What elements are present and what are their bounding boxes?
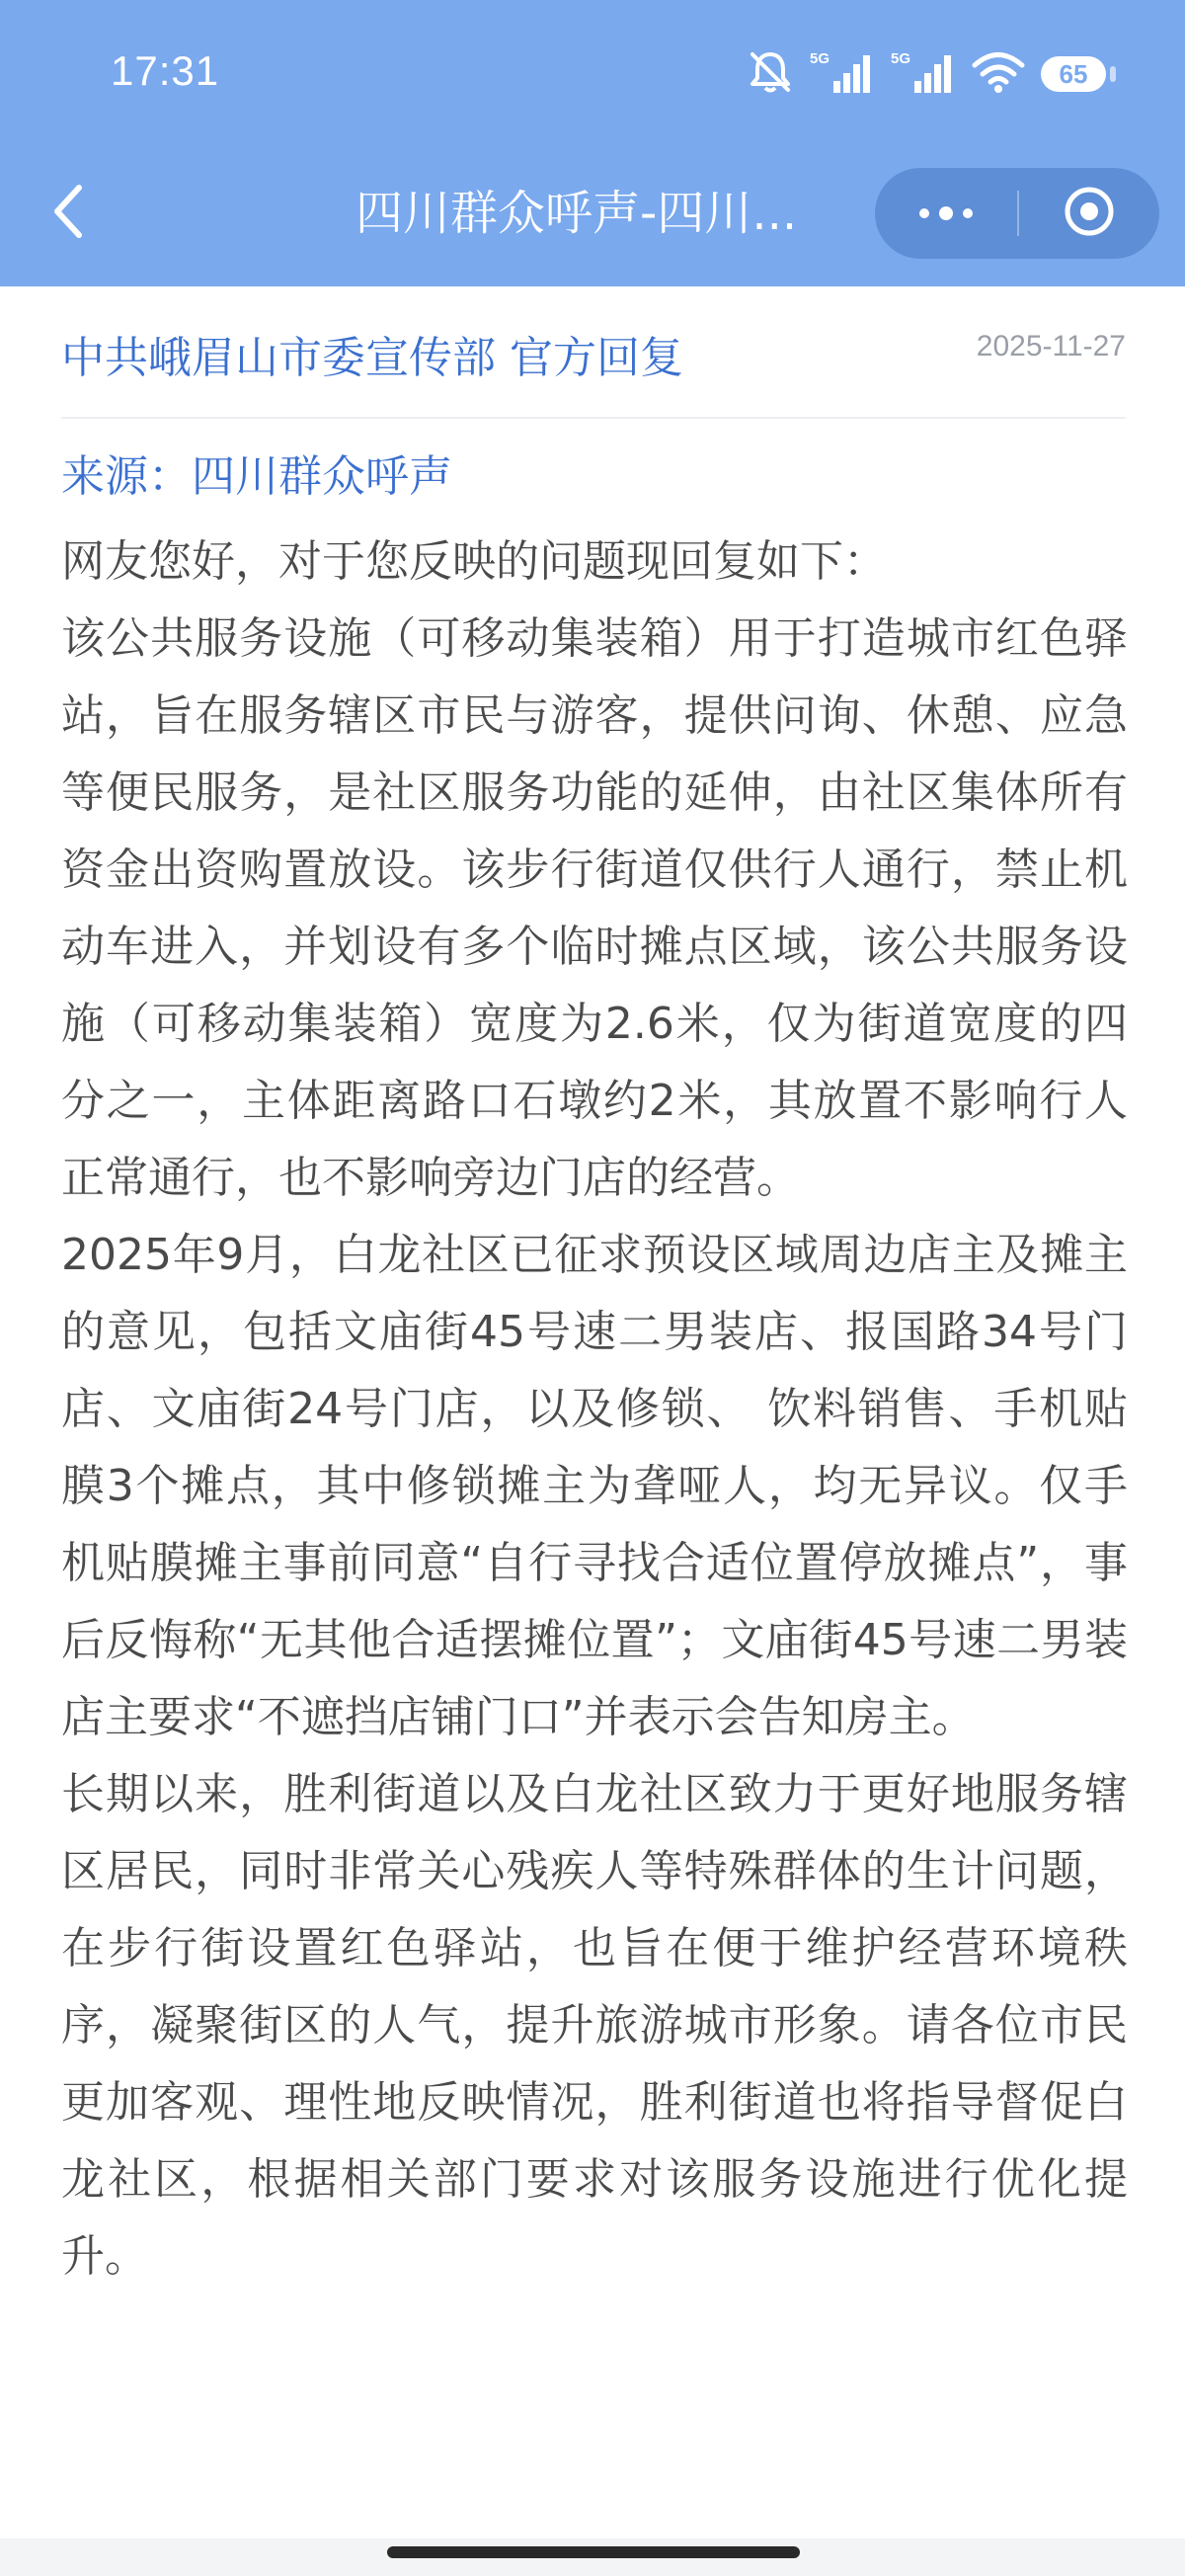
home-indicator[interactable] (387, 2546, 800, 2558)
reply-header (61, 322, 1126, 419)
reply-body (61, 523, 1128, 2295)
svg-text:5G: 5G (810, 50, 830, 67)
reply-paragraph: 该公共服务设施（可移动集装箱）用于打造城市红色驿站，旨在服务辖区市民与游客，提供问询、休憩、应急等便民服务，是社区服务功能的延伸，由社区集体所有资金出资购置放设。该步行街道仅供行人通行，禁止机动车进入，并划设有多个临时摊点区域，该公共服务设施（可移动集装箱）宽度为2.6米，仅为街道宽度的四分之一，主体距离路口石墩约2米，其放置不影响行人正常通行，也不影响旁边门店的经营。 (61, 613, 1128, 1203)
more-dots-icon (919, 206, 973, 220)
target-circle-icon (1063, 185, 1116, 242)
reply-paragraph: 网友您好，对于您反映的问题现回复如下： (61, 536, 887, 587)
reply-author: 中共峨眉山市委宣传部 官方回复 (61, 333, 683, 383)
wifi-icon (972, 50, 1025, 98)
mute-bell-icon (747, 50, 794, 98)
page-title: 四川群众呼声-四川... (356, 186, 798, 241)
mini-program-capsule (875, 168, 1159, 259)
signal-5g-icon (891, 49, 956, 99)
svg-text:5G: 5G (891, 50, 911, 67)
more-button[interactable] (875, 168, 1017, 259)
top-bar (0, 0, 1185, 286)
battery-indicator: 65 (1041, 56, 1106, 92)
reply-content (0, 286, 1185, 2538)
reply-paragraph: 2025年9月，白龙社区已征求预设区域周边店主及摊主的意见，包括文庙街45号速二男装店、报国路34号门店、文庙街24号门店，以及修锁、 饮料销售、手机贴膜3个摊点，其中修锁摊主为聋哑人，均无异议。仅手机贴膜摊主事前同意“自行寻找合适位置停放摊点”，事后反悔称“无其他合适摆摊位置”；文庙街45号速二男装店主要求“不遮挡店铺门口”并表示会告知房主。 (61, 1230, 1128, 1742)
close-button[interactable] (1019, 168, 1159, 259)
status-time: 17:31 (111, 47, 220, 94)
reply-date: 2025-11-27 (976, 330, 1126, 362)
back-arrow-icon (49, 182, 85, 245)
status-icons (747, 49, 1106, 99)
back-button[interactable] (38, 176, 97, 251)
signal-5g-icon (810, 49, 875, 99)
reply-source: 来源：四川群众呼声 (61, 451, 452, 502)
reply-paragraph: 长期以来，胜利街道以及白龙社区致力于更好地服务辖区居民，同时非常关心残疾人等特殊群体的生计问题，在步行街设置红色驿站，也旨在便于维护经营环境秩序，凝聚街区的人气，提升旅游城市形象。请各位市民更加客观、理性地反映情况，胜利街道也将指导督促白龙社区，根据相关部门要求对该服务设施进行优化提升。 (61, 1769, 1128, 2282)
